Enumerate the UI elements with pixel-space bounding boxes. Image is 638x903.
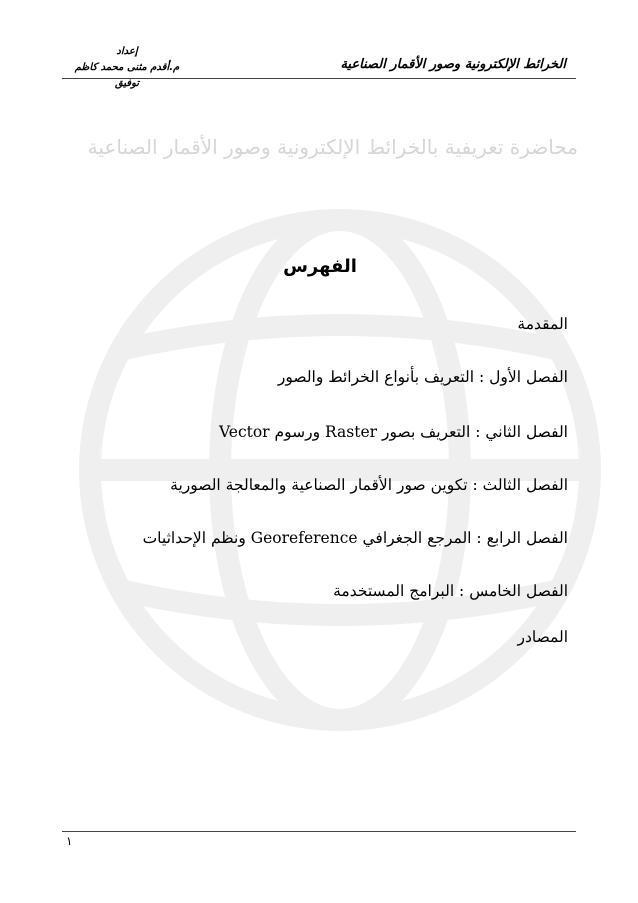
page-number: ١ [66, 834, 73, 848]
toc-item-chapter-4: الفصل الرابع : المرجع الجغرافي Georeference ونظم الإحداثيات [142, 529, 568, 547]
toc-item-references: المصادر [517, 628, 568, 646]
author-name: م.أقدم مثنى محمد كاظم توفيق [74, 62, 180, 89]
toc-item-chapter-5: الفصل الخامس : البرامج المستخدمة [333, 582, 568, 600]
prepared-by-label: إعداد [116, 46, 138, 57]
toc-item-introduction: المقدمة [517, 315, 568, 333]
footer-divider [62, 831, 576, 832]
toc-item-chapter-1: الفصل الأول : التعريف بأنواع الخرائط والصور [277, 368, 568, 386]
header-divider [62, 78, 576, 79]
toc-item-chapter-2: الفصل الثاني : التعريف بصور Raster ورسوم Vector [219, 423, 568, 441]
header-course-title: الخرائط الإلكترونية وصور الأقمار الصناعية [340, 57, 566, 72]
lecture-title: محاضرة تعريفية بالخرائط الإلكترونية وصور الأقمار الصناعية [87, 135, 578, 159]
watermark-globe-icon [60, 120, 620, 820]
toc-item-chapter-3: الفصل الثالث : تكوين صور الأقمار الصناعية والمعالجة الصورية [170, 476, 568, 494]
header-author-block [62, 44, 192, 92]
toc-heading: الفهرس [283, 256, 357, 277]
